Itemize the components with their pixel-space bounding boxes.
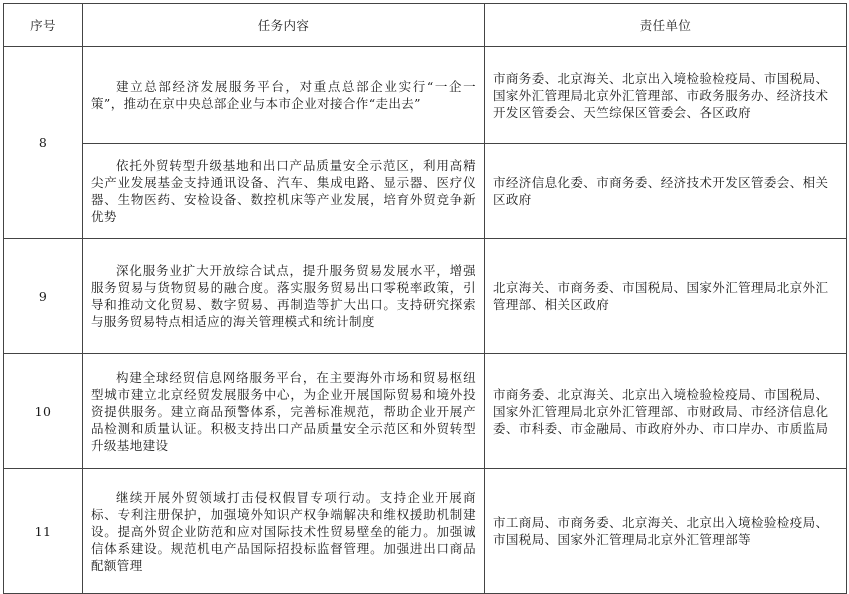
task-cell — [83, 239, 485, 354]
task-cell — [83, 47, 485, 144]
unit-cell: 市工商局、市商务委、北京海关、北京出入境检验检疫局、市国税局、国家外汇管理局北京外汇管理部等 — [485, 469, 847, 594]
row-number: 8 — [4, 47, 83, 239]
row-number: 11 — [4, 469, 83, 594]
row-number: 9 — [4, 239, 83, 354]
task-text: 依托外贸转型升级基地和出口产品质量安全示范区，利用高精尖产业发展基金支持通讯设备、汽车、集成电路、显示器、医疗仪器、生物医药、安检设备、数控机床等产业发展，培育外贸竞争新优势 — [91, 158, 476, 224]
unit-cell: 市商务委、北京海关、北京出入境检验检疫局、市国税局、国家外汇管理局北京外汇管理部、市财政局、市经济信息化委、市科委、市金融局、市政府外办、市口岸办、市质监局 — [485, 354, 847, 469]
task-text: 深化服务业扩大开放综合试点，提升服务贸易发展水平，增强服务贸易与货物贸易的融合度。落实服务贸易出口零税率政策，引导和推动文化贸易、数字贸易、再制造等扩大出口。支持研究探索与服务贸易特点相适应的海关管理模式和统计制度 — [91, 263, 476, 329]
task-cell — [83, 354, 485, 469]
unit-cell: 市商务委、北京海关、北京出入境检验检疫局、市国税局、国家外汇管理局北京外汇管理部、市政务服务办、经济技术开发区管委会、天竺综保区管委会、各区政府 — [485, 47, 847, 144]
header-unit: 责任单位 — [485, 4, 847, 47]
task-text: 建立总部经济发展服务平台，对重点总部企业实行“一企一策”，推动在京中央总部企业与本市企业对接合作“走出去” — [91, 79, 476, 111]
table-row — [4, 239, 847, 354]
table-row — [4, 469, 847, 594]
task-cell — [83, 469, 485, 594]
header-task: 任务内容 — [83, 4, 485, 47]
unit-cell: 北京海关、市商务委、市国税局、国家外汇管理局北京外汇管理部、相关区政府 — [485, 239, 847, 354]
header-no: 序号 — [4, 4, 83, 47]
table-row — [4, 354, 847, 469]
table-row — [4, 47, 847, 144]
task-text: 继续开展外贸领域打击侵权假冒专项行动。支持企业开展商标、专利注册保护，加强境外知识产权争端解决和维权援助机制建设。提高外贸企业防范和应对国际技术性贸易壁垒的能力。加强诚信体系建设。规范机电产品国际招投标监督管理。加强进出口商品配额管理 — [91, 489, 476, 573]
table-row — [4, 144, 847, 239]
task-cell — [83, 144, 485, 239]
task-table — [3, 3, 847, 594]
header-row — [4, 4, 847, 47]
unit-cell: 市经济信息化委、市商务委、经济技术开发区管委会、相关区政府 — [485, 144, 847, 239]
task-text: 构建全球经贸信息网络服务平台，在主要海外市场和贸易枢纽型城市建立北京经贸发展服务中心，为企业开展国际贸易和境外投资提供服务。建立商品预警体系，完善标准规范，帮助企业开展产品检测和质量认证。积极支持出口产品质量安全示范区和外贸转型升级基地建设 — [91, 369, 476, 453]
row-number: 10 — [4, 354, 83, 469]
